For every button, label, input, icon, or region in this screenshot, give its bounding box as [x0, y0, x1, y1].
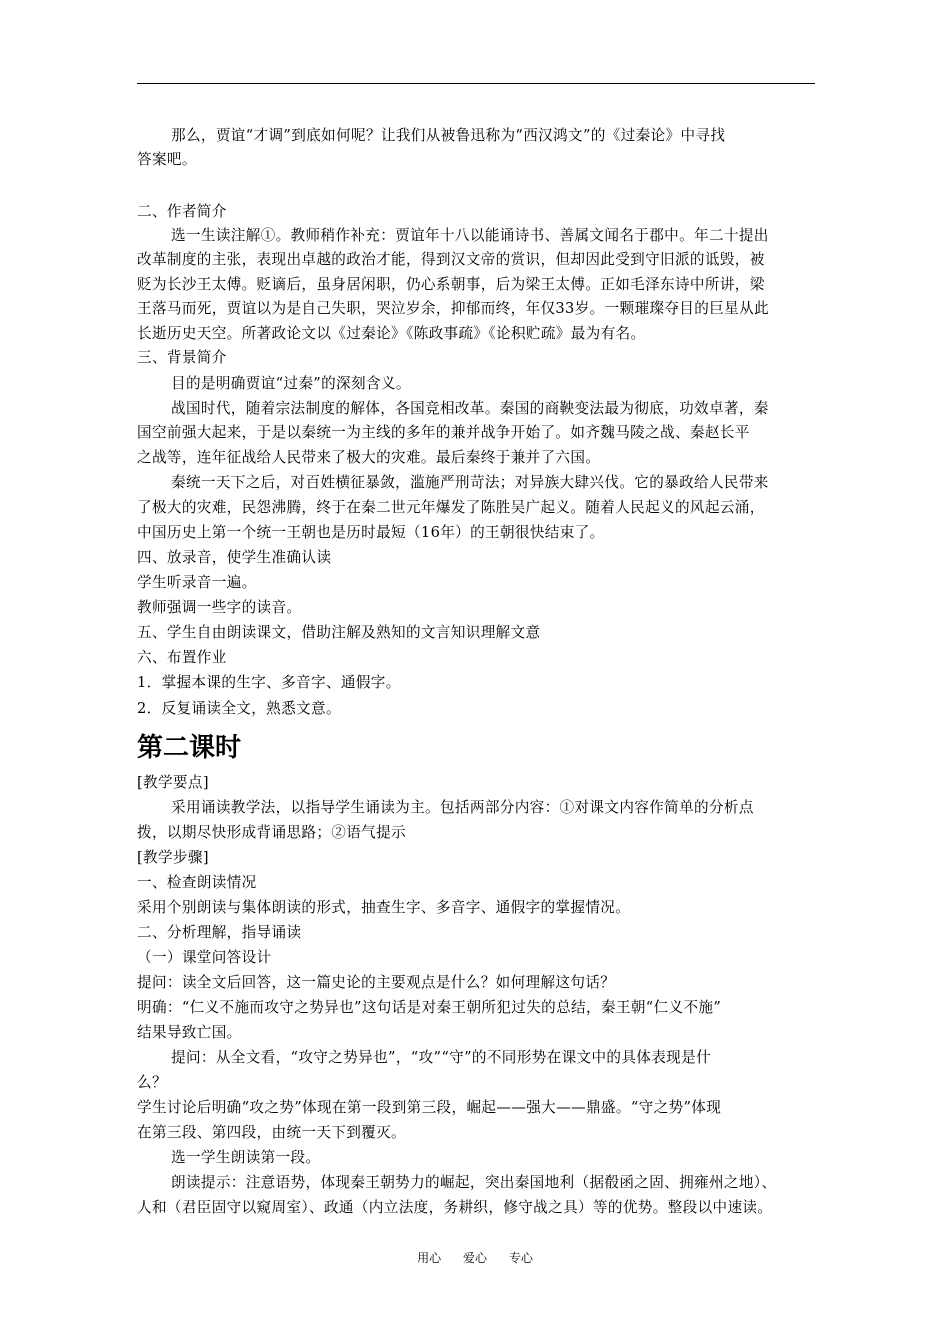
- paragraph-line: 在第三段、第四段，由统一天下到覆灭。: [137, 1124, 406, 1141]
- section-heading: 三、背景简介: [137, 349, 227, 366]
- list-item: 2．反复诵读全文，熟悉文意。: [137, 700, 341, 717]
- paragraph-line: 朗读提示：注意语势，体现秦王朝势力的崛起，突出秦国地利（据殽函之固、拥雍州之地）、: [171, 1174, 777, 1191]
- page-footer: [0, 1248, 950, 1268]
- bracket-label: [教学步骤]: [137, 849, 209, 866]
- header-rule: [137, 83, 815, 84]
- section-heading: 一、检查朗读情况: [137, 874, 257, 891]
- paragraph-line: 采用个别朗读与集体朗读的形式，抽查生字、多音字、通假字的掌握情况。: [137, 899, 631, 916]
- paragraph-line: 么？: [137, 1074, 167, 1091]
- section-heading: 四、放录音，使学生准确认读: [137, 549, 332, 566]
- paragraph-line: 目的是明确贾谊“过秦”的深刻含义。: [171, 375, 411, 392]
- footer-word: 爱心: [462, 1251, 487, 1265]
- lesson-heading: 第二课时: [137, 733, 242, 763]
- paragraph-line: 采用诵读教学法，以指导学生诵读为主。包括两部分内容：①对课文内容作简单的分析点: [171, 799, 754, 816]
- paragraph-line: 教师强调一些字的读音。: [137, 599, 302, 616]
- paragraph-line: 改革制度的主张，表现出卓越的政治才能，得到汉文帝的赏识，但却因此受到守旧派的诋毁，被: [137, 251, 765, 268]
- paragraph-line: 人和（君臣固守以窥周室）、政通（内立法度，务耕织，修守战之具）等的优势。整段以中速读。: [137, 1199, 773, 1216]
- paragraph-line: 中国历史上第一个统一王朝也是历时最短（16年）的王朝很快结束了。: [137, 524, 605, 541]
- paragraph-line: 国空前强大起来，于是以秦统一为主线的多年的兼并战争开始了。如齐魏马陵之战、秦赵长平: [137, 424, 750, 441]
- section-heading: 二、分析理解，指导诵读: [137, 924, 302, 941]
- paragraph-line: 选一学生朗读第一段。: [171, 1149, 321, 1166]
- paragraph-line: 长逝历史天空。所著政论文以《过秦论》《陈政事疏》《论积贮疏》最为有名。: [137, 325, 646, 342]
- paragraph-line: 拨，以期尽快形成背诵思路；②语气提示: [137, 824, 406, 841]
- section-heading: 六、布置作业: [137, 649, 227, 666]
- paragraph-line: 结果导致亡国。: [137, 1024, 242, 1041]
- section-heading: 二、作者简介: [137, 203, 227, 220]
- section-heading: 五、学生自由朗读课文，借助注解及熟知的文言知识理解文意: [137, 624, 541, 641]
- paragraph-line: 提问：从全文看，“攻守之势异也”，“攻”“守”的不同形势在课文中的具体表现是什: [171, 1049, 712, 1066]
- paragraph-line: 答案吧。: [137, 151, 197, 168]
- paragraph-line: 那么，贾谊“才调”到底如何呢？让我们从被鲁迅称为“西汉鸿文”的《过秦论》中寻找: [171, 127, 726, 144]
- paragraph-line: 明确：“仁义不施而攻守之势异也”这句话是对秦王朝所犯过失的总结，秦王朝“仁义不施”: [137, 999, 722, 1016]
- paragraph-line: 王落马而死，贾谊以为是自己失职，哭泣岁余，抑郁而终，年仅33岁。一颗璀璨夺目的巨星从此: [137, 300, 769, 317]
- paragraph-line: 之战等，连年征战给人民带来了极大的灾难。最后秦终于兼并了六国。: [137, 449, 601, 466]
- bracket-label: [教学要点]: [137, 774, 209, 791]
- paragraph-line: 学生听录音一遍。: [137, 574, 257, 591]
- paragraph-line: 秦统一天下之后，对百姓横征暴敛，滥施严刑苛法；对异族大肆兴伐。它的暴政给人民带来: [171, 474, 769, 491]
- paragraph-line: 提问：读全文后回答，这一篇史论的主要观点是什么？如何理解这句话？: [137, 974, 616, 991]
- footer-word: 专心: [508, 1251, 533, 1265]
- paragraph-line: 学生讨论后明确“攻之势”体现在第一段到第三段，崛起——强大——鼎盛。“守之势”体现: [137, 1099, 722, 1116]
- paragraph-line: 战国时代，随着宗法制度的解体，各国竞相改革。秦国的商鞅变法最为彻底，功效卓著，秦: [171, 400, 769, 417]
- paragraph-line: 贬为长沙王太傅。贬谪后，虽身居闲职，仍心系朝事，后为梁王太傅。正如毛泽东诗中所讲，梁: [137, 276, 765, 293]
- paragraph-line: 了极大的灾难，民怨沸腾，终于在秦二世元年爆发了陈胜吴广起义。随着人民起义的风起云涌，: [137, 499, 765, 516]
- paragraph-line: 选一生读注解①。教师稍作补充：贾谊年十八以能诵诗书、善属文闻名于郡中。年二十提出: [171, 227, 769, 244]
- footer-word: 用心: [417, 1251, 442, 1265]
- subsection-heading: （一）课堂问答设计: [137, 949, 272, 966]
- list-item: 1．掌握本课的生字、多音字、通假字。: [137, 674, 401, 691]
